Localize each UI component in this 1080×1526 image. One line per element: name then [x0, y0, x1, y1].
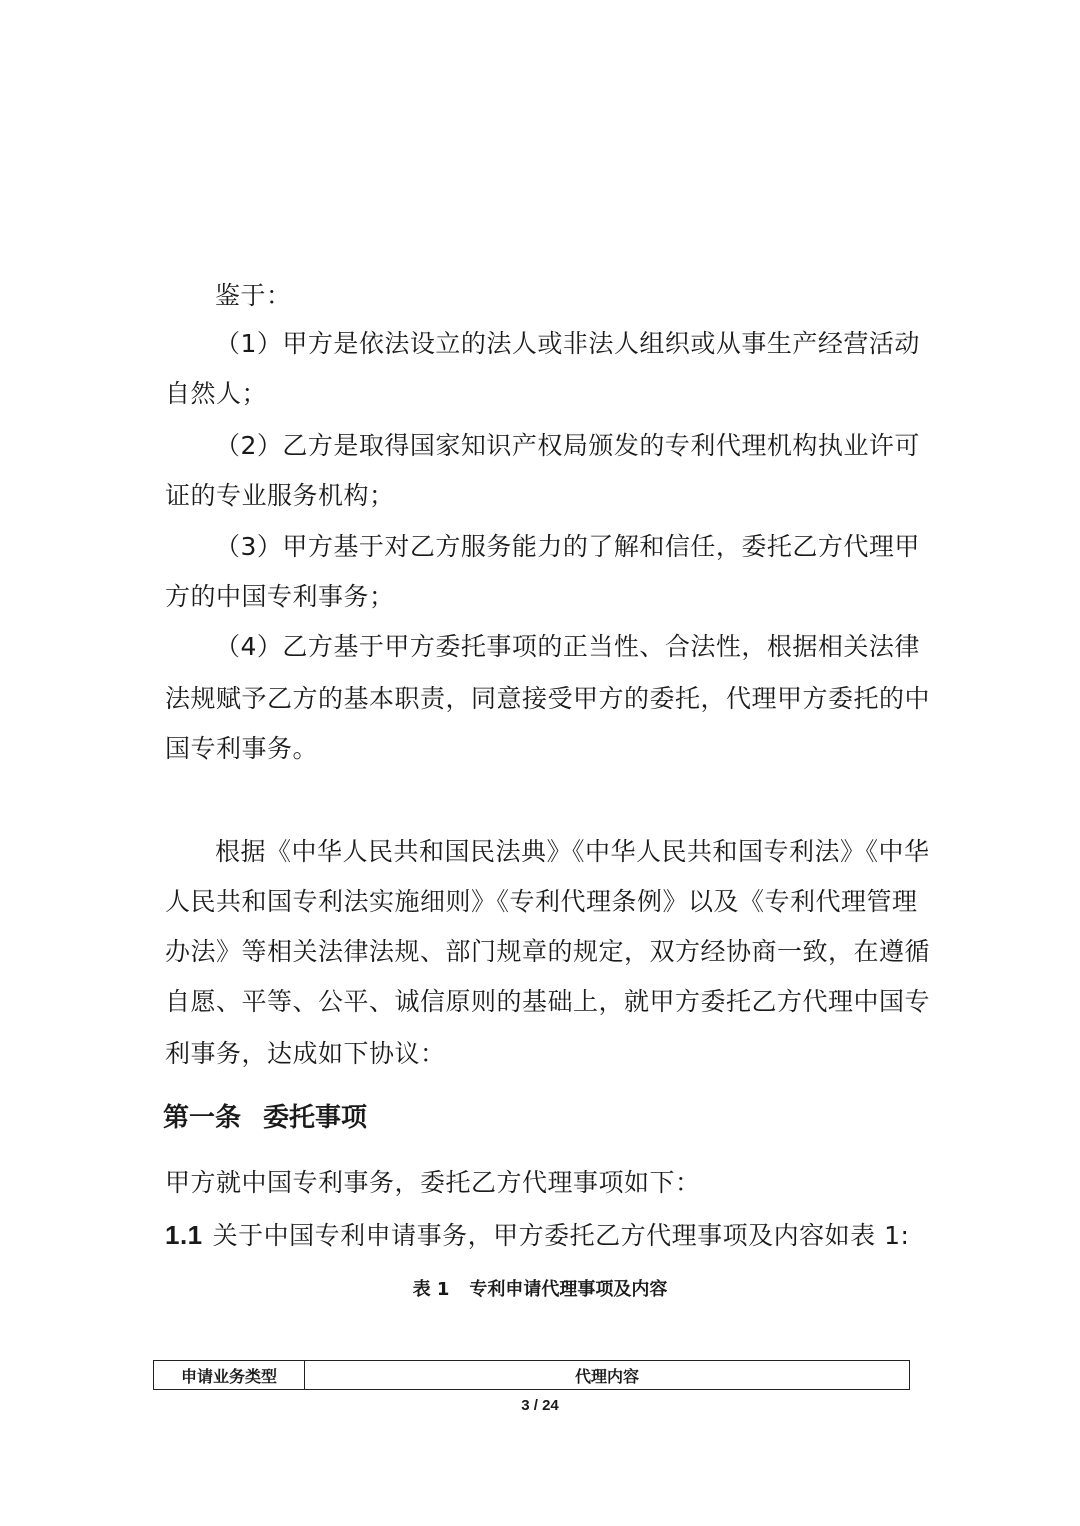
article-1-title: 委托事项	[263, 1103, 368, 1133]
clause-1-1-text: 关于中国专利申请事务，甲方委托乙方代理事项及内容如表 1:	[212, 1221, 910, 1250]
recital-item-4-line-1: （4）乙方基于甲方委托事项的正当性、合法性，根据相关法律	[215, 632, 920, 661]
recital-item-4-line-2: 法规赋予乙方的基本职责，同意接受甲方的委托，代理甲方委托的中	[165, 684, 931, 713]
clause-1-1	[165, 1218, 925, 1253]
basis-line-5: 利事务，达成如下协议：	[165, 1039, 446, 1068]
recital-item-2-line-2: 证的专业服务机构；	[165, 481, 395, 510]
recital-item-4-line-3: 国专利事务。	[165, 734, 319, 763]
basis-line-4: 自愿、平等、公平、诚信原则的基础上，就甲方委托乙方代理中国专	[165, 987, 931, 1016]
article-1-heading	[163, 1100, 367, 1136]
table-1-label: 表 1	[412, 1279, 450, 1300]
article-1-intro: 甲方就中国专利事务，委托乙方代理事项如下：	[165, 1168, 701, 1197]
table-1-title: 专利申请代理事项及内容	[469, 1279, 668, 1300]
basis-line-2: 人民共和国专利法实施细则》《专利代理条例》以及《专利代理管理	[165, 887, 918, 916]
table-1-caption	[0, 1277, 1080, 1303]
table-1	[153, 1360, 910, 1390]
recital-item-3-line-2: 方的中国专利事务；	[165, 582, 395, 611]
article-1-number: 第一条	[163, 1103, 242, 1133]
recitals-intro: 鉴于：	[215, 281, 292, 310]
table-header-application-type: 申请业务类型	[154, 1361, 305, 1390]
recital-item-2-line-1: （2）乙方是取得国家知识产权局颁发的专利代理机构执业许可	[215, 431, 920, 460]
basis-line-3: 办法》等相关法律法规、部门规章的规定，双方经协商一致，在遵循	[165, 937, 931, 966]
page-number: 3 / 24	[521, 1397, 559, 1414]
table-header-agency-content: 代理内容	[305, 1361, 910, 1390]
basis-line-1: 根据《中华人民共和国民法典》《中华人民共和国专利法》《中华	[215, 837, 930, 866]
recital-item-1-line-2: 自然人；	[165, 379, 268, 408]
recital-item-3-line-1: （3）甲方基于对乙方服务能力的了解和信任，委托乙方代理甲	[215, 532, 920, 561]
clause-1-1-number: 1.1	[165, 1220, 203, 1250]
table-header-row	[154, 1361, 910, 1390]
recital-item-1-line-1: （1）甲方是依法设立的法人或非法人组织或从事生产经营活动	[215, 329, 920, 358]
